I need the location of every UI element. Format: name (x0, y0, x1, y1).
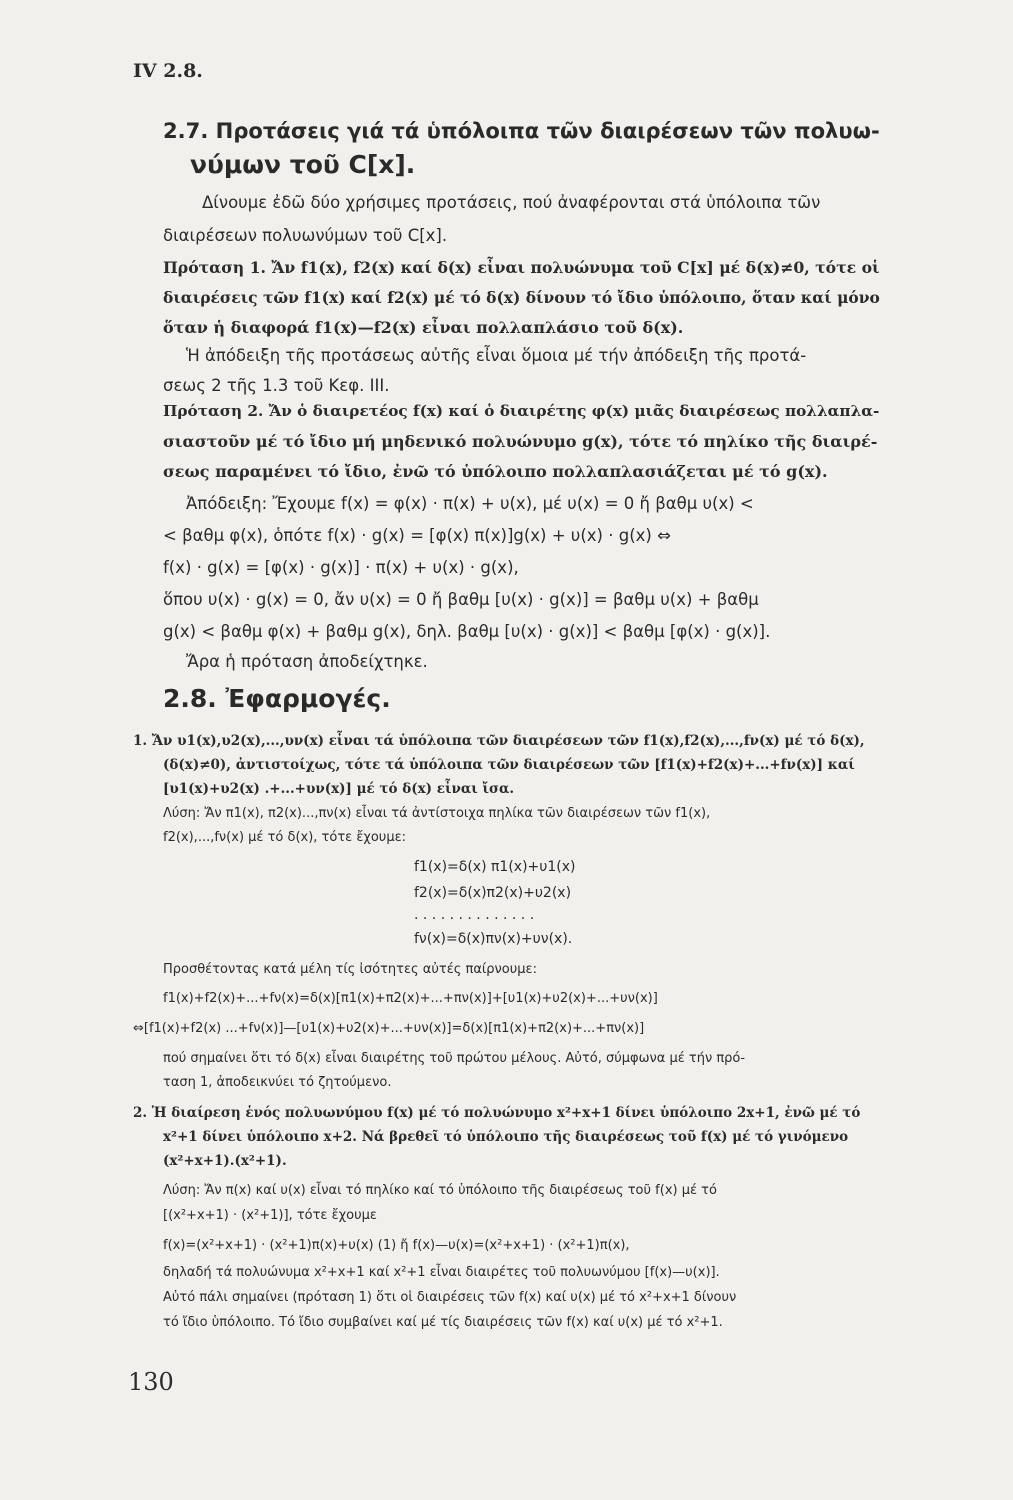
sum-equation-2: ⇔[f1(x)+f2(x) ...+fν(x)]—[υ1(x)+υ2(x)+...+υν(x)]=δ(x)[π1(x)+π2(x)+...+πν(x)] (133, 1021, 645, 1036)
solution-2-line-3: f(x)=(x²+x+1) · (x²+1)π(x)+υ(x) (1) ἤ f(x)—υ(x)=(x²+x+1) · (x²+1)π(x), (163, 1238, 630, 1253)
proof-2-line-6: Ἄρα ἡ πρόταση ἀποδείχτηκε. (186, 652, 428, 671)
example-1-line-1: 1. Ἄν υ1(x),υ2(x),...,υν(x) εἶναι τά ὑπόλοιπα τῶν διαιρέσεων τῶν f1(x),f2(x),...,fν(x) μέ τό δ(x), (133, 733, 865, 749)
conclusion-1-line-1: πού σημαίνει ὅτι τό δ(x) εἶναι διαιρέτης τοῦ πρώτου μέλους. Αὐτό, σύμφωνα μέ τήν πρό- (163, 1051, 746, 1066)
proof-1-line-2: σεως 2 τῆς 1.3 τοῦ Κεφ. III. (163, 376, 390, 395)
proof-2-line-5: g(x) < βαθμ φ(x) + βαθμ g(x), δηλ. βαθμ [υ(x) · g(x)] < βαθμ [φ(x) · g(x)]. (163, 622, 771, 641)
proof-2-line-1: Ἀπόδειξη: Ἔχουμε f(x) = φ(x) · π(x) + υ(x), μέ υ(x) = 0 ἤ βαθμ υ(x) < (186, 494, 754, 513)
example-1-line-3: [υ1(x)+υ2(x) .+...+υν(x)] μέ τό δ(x) εἶναι ἴσα. (163, 781, 515, 797)
intro-line-2: διαιρέσεων πολυωνύμων τοῦ C[x]. (163, 226, 448, 245)
example-1-line-2: (δ(x)≠0), ἀντιστοίχως, τότε τά ὑπόλοιπα τῶν διαιρέσεων τῶν [f1(x)+f2(x)+...+fν(x)] καί (163, 757, 855, 773)
section-title-line-1: 2.7. Προτάσεις γιά τά ὑπόλοιπα τῶν διαιρέσεων τῶν πολυω- (163, 118, 880, 143)
solution-1-line-1: Λύση: Ἄν π1(x), π2(x)...,πν(x) εἶναι τά ἀντίστοιχα πηλίκα τῶν διαιρέσεων τῶν f1(x), (163, 806, 711, 821)
applications-title: 2.8. Ἐφαρμογές. (163, 684, 391, 713)
proposition-2-line-2: σιαστοῦν μέ τό ἴδιο μή μηδενικό πολυώνυμο g(x), τότε τό πηλίκο τῆς διαιρέ- (163, 432, 878, 451)
solution-2-line-5: Αὐτό πάλι σημαίνει (πρόταση 1) ὅτι οἱ διαιρέσεις τῶν f(x) καί υ(x) μέ τό x²+x+1 δίνουν (163, 1290, 737, 1305)
proof-2-line-2: < βαθμ φ(x), ὁπότε f(x) · g(x) = [φ(x) π(x)]g(x) + υ(x) · g(x) ⇔ (163, 526, 671, 545)
conclusion-1-line-2: ταση 1, ἀποδεικνύει τό ζητούμενο. (163, 1075, 392, 1090)
solution-2-line-1: Λύση: Ἄν π(x) καί υ(x) εἶναι τό πηλίκο καί τό ὑπόλοιπο τῆς διαιρέσεως τοῦ f(x) μέ τό (163, 1183, 717, 1198)
sum-equation-1: f1(x)+f2(x)+...+fν(x)=δ(x)[π1(x)+π2(x)+...+πν(x)]+[υ1(x)+υ2(x)+...+υν(x)] (163, 991, 658, 1006)
solution-2-line-6: τό ἴδιο ὑπόλοιπο. Τό ἴδιο συμβαίνει καί μέ τίς διαιρέσεις τῶν f(x) καί υ(x) μέ τό x²+1. (163, 1315, 723, 1330)
equation-1: f1(x)=δ(x) π1(x)+υ1(x) (414, 859, 576, 875)
solution-1-line-2: f2(x),...,fν(x) μέ τό δ(x), τότε ἔχουμε: (163, 830, 407, 845)
proof-1-line-1: Ἡ ἀπόδειξη τῆς προτάσεως αὐτῆς εἶναι ὅμοια μέ τήν ἀπόδειξη τῆς προτά- (186, 346, 807, 365)
addition-line: Προσθέτοντας κατά μέλη τίς ἰσότητες αὐτές παίρνουμε: (163, 962, 537, 977)
solution-2-line-4: δηλαδή τά πολυώνυμα x²+x+1 καί x²+1 εἶναι διαιρέτες τοῦ πολυωνύμου [f(x)—υ(x)]. (163, 1265, 720, 1280)
proposition-1-line-2: διαιρέσεις τῶν f1(x) καί f2(x) μέ τό δ(x) δίνουν τό ἴδιο ὑπόλοιπο, ὅταν καί μόνο (163, 288, 880, 307)
example-2-line-2: x²+1 δίνει ὑπόλοιπο x+2. Νά βρεθεῖ τό ὑπόλοιπο τῆς διαιρέσεως τοῦ f(x) μέ τό γινόμενο (163, 1129, 849, 1145)
equation-dots: . . . . . . . . . . . . . . (414, 907, 535, 923)
example-2-line-1: 2. Ἡ διαίρεση ἑνός πολυωνύμου f(x) μέ τό πολυώνυμο x²+x+1 δίνει ὑπόλοιπο 2x+1, ἐνῶ μέ τό (133, 1105, 861, 1121)
proposition-2-line-3: σεως παραμένει τό ἴδιο, ἐνῶ τό ὑπόλοιπο πολλαπλασιάζεται μέ τό g(x). (163, 462, 828, 481)
equation-2: f2(x)=δ(x)π2(x)+υ2(x) (414, 885, 572, 901)
proposition-1-line-1: Πρόταση 1. Ἄν f1(x), f2(x) καί δ(x) εἶναι πολυώνυμα τοῦ C[x] μέ δ(x)≠0, τότε οἱ (163, 258, 880, 277)
equation-3: fν(x)=δ(x)πν(x)+υν(x). (414, 931, 573, 947)
proposition-2-line-1: Πρόταση 2. Ἄν ὁ διαιρετέος f(x) καί ὁ διαιρέτης φ(x) μιᾶς διαιρέσεως πολλαπλα- (163, 402, 880, 420)
example-2-line-3: (x²+x+1).(x²+1). (163, 1153, 287, 1169)
page-number: 130 (128, 1368, 174, 1396)
proposition-1-line-3: ὅταν ἡ διαφορά f1(x)—f2(x) εἶναι πολλαπλάσιο τοῦ δ(x). (163, 318, 684, 337)
proof-2-line-3: f(x) · g(x) = [φ(x) · g(x)] · π(x) + υ(x) · g(x), (163, 558, 519, 577)
proof-2-line-4: ὅπου υ(x) · g(x) = 0, ἄν υ(x) = 0 ἤ βαθμ [υ(x) · g(x)] = βαθμ υ(x) + βαθμ (163, 590, 759, 609)
section-title-line-2: νύμων τοῦ C[x]. (190, 150, 416, 179)
solution-2-line-2: [(x²+x+1) · (x²+1)], τότε ἔχουμε (163, 1208, 377, 1223)
running-header: IV 2.8. (133, 60, 203, 82)
intro-line-1: Δίνουμε ἐδῶ δύο χρήσιμες προτάσεις, πού ἀναφέρονται στά ὑπόλοιπα τῶν (202, 193, 821, 212)
